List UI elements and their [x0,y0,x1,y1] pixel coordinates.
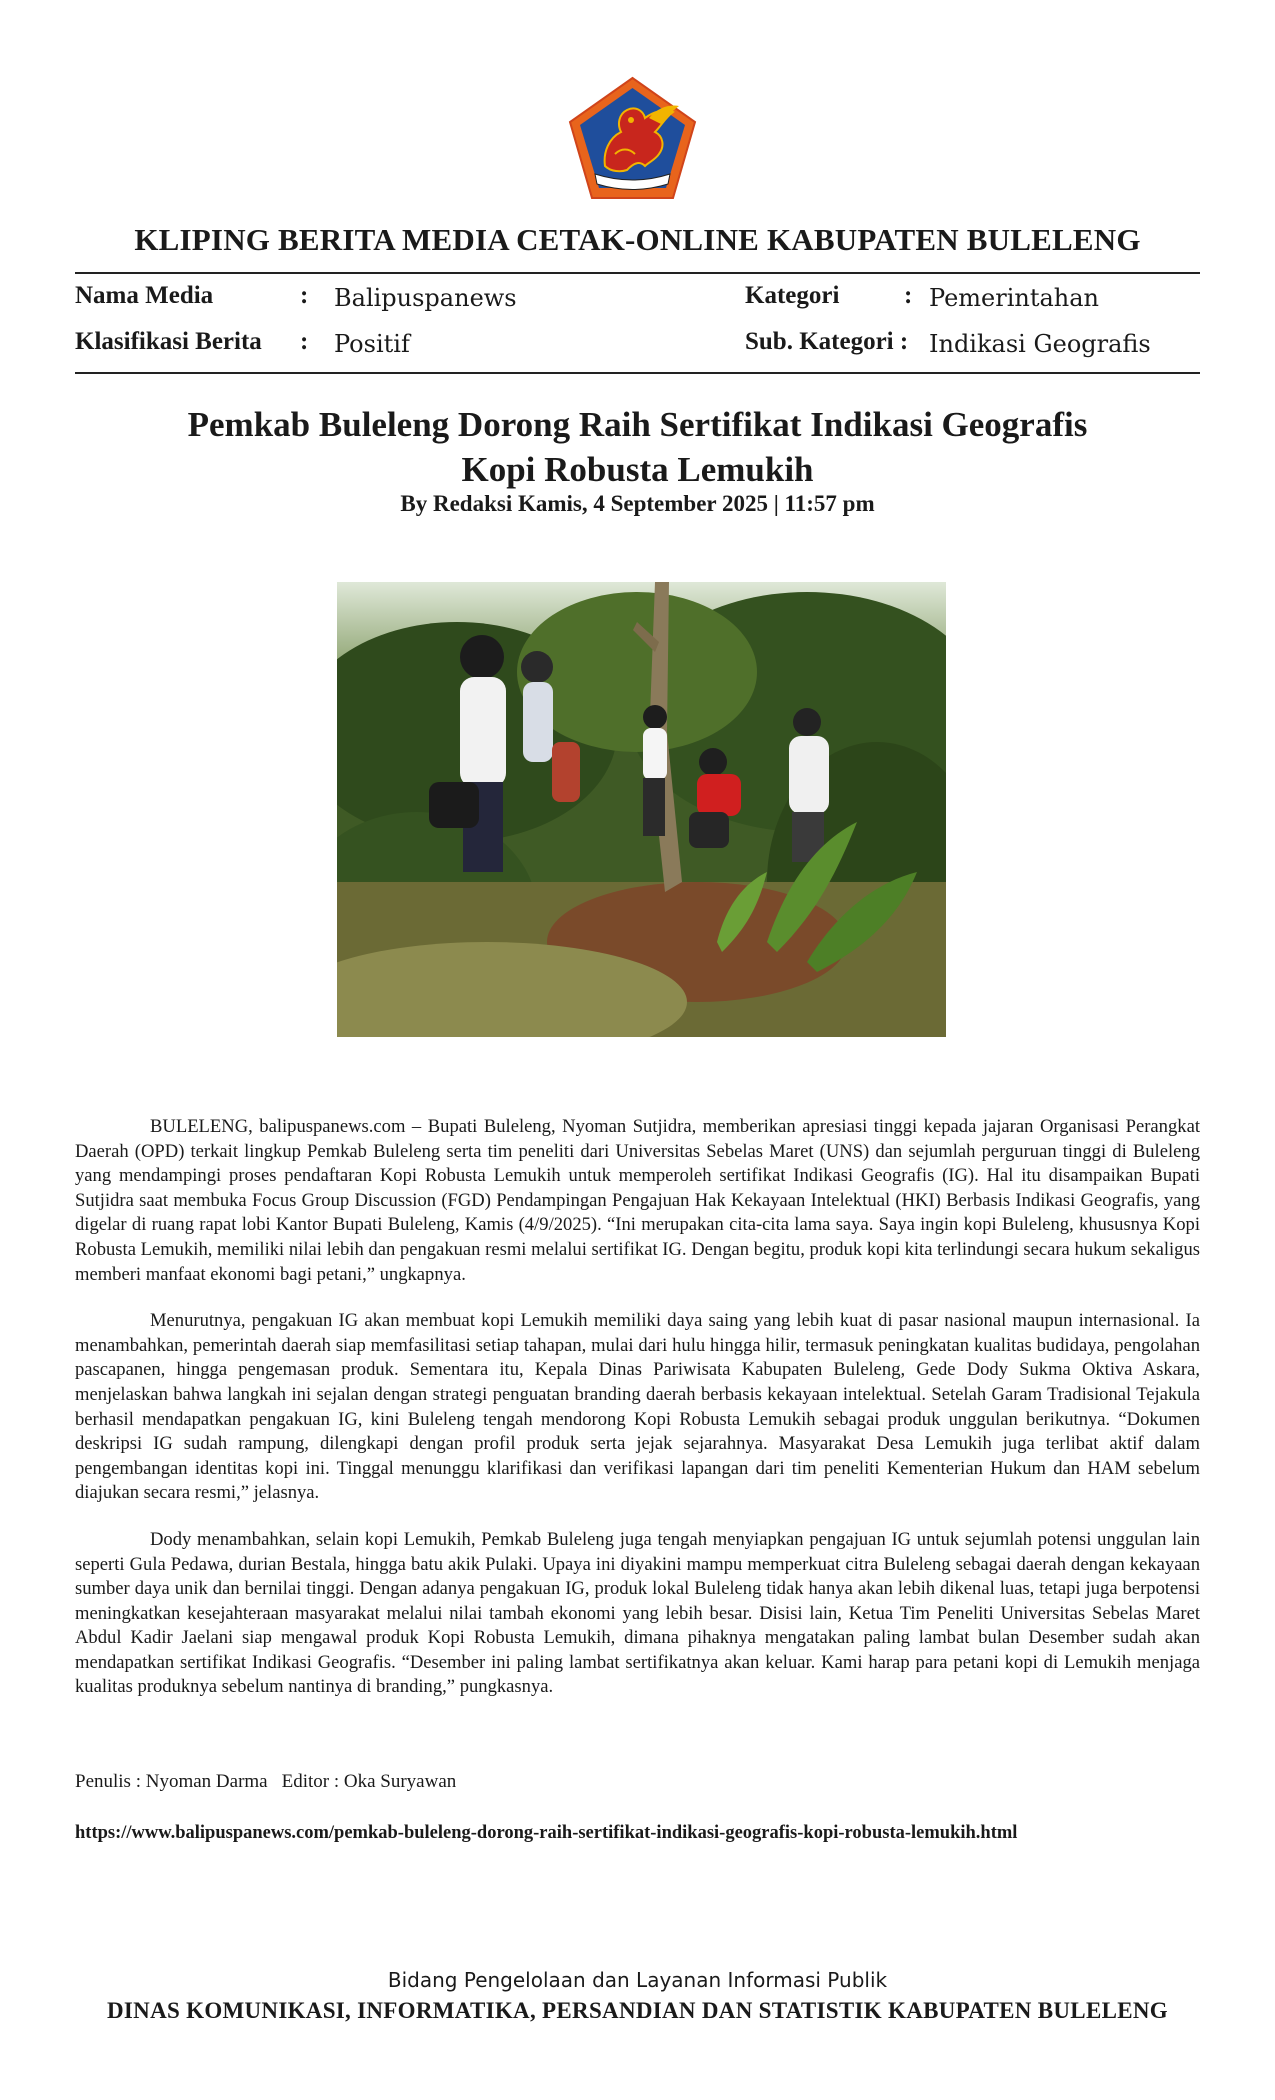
article-photo [337,582,946,1037]
footer-agency: DINAS KOMUNIKASI, INFORMATIKA, PERSANDIAN DAN STATISTIK KABUPATEN BULELENG [107,1998,1168,2023]
article-paragraph-3: Dody menambahkan, selain kopi Lemukih, Pemkab Buleleng juga tengah menyiapkan pengajuan IG untuk sejumlah potensi unggulan lain seperti Gula Pedawa, durian Bestala, hingga batu akik Pulaki. Upaya ini diyakini mampu memperkuat citra Buleleng sebagai daerah dengan kekayaan sumber daya unik dan bernilai tinggi. Dengan adanya pengakuan IG, produk lokal Buleleng tidak hanya akan lebih dikenal luas, tetapi juga berpotensi meningkatkan kesejahteraan masyarakat melalui nilai tambah ekonomi yang lebih besar. Disisi lain, Ketua Tim Peneliti Universitas Sebelas Maret Abdul Kadir Jaelani siap mengawal produk Kopi Robusta Lemukih, dimana pihaknya mengatakan paling lambat bulan Desember sudah akan mendapatkan sertifikat Indikasi Geografis. “Desember ini paling lambat sertifikatnya akan keluar. Kami harap para petani kopi di Lemukih menjaga kualitas produknya sebelum nantinya di branding,” pungkasnya. [75,1528,1200,1698]
klasifikasi-value: Positif [334,330,410,358]
subkategori-value: Indikasi Geografis [929,330,1151,358]
article-byline: By Redaksi Kamis, 4 September 2025 | 11:57 pm [400,491,875,516]
article-paragraph-1: BULELENG, balipuspanews.com – Bupati Buleleng, Nyoman Sutjidra, memberikan apresiasi tinggi kepada jajaran Organisasi Perangkat Daerah (OPD) terkait lingkup Pemkab Buleleng serta tim peneliti dari Universitas Sebelas Maret (UNS) dan sejumlah perguruan tinggi di Buleleng yang mendampingi proses pendaftaran Kopi Robusta Lemukih untuk memperoleh sertifikat Indikasi Geografis (IG). Hal itu disampaikan Bupati Sutjidra saat membuka Focus Group Discussion (FGD) Pendampingan Pengajuan Hak Kekayaan Intelektual (HKI) Berbasis Indikasi Geografis, yang digelar di ruang rapat lobi Kantor Bupati Buleleng, Kamis (4/9/2025). “Ini merupakan cita-cita lama saya. Saya ingin kopi Buleleng, khususnya Kopi Robusta Lemukih, memiliki nilai lebih dan pengakuan resmi melalui sertifikat IG. Dengan begitu, produk kopi kita terlindungi secara hukum sekaligus memberi manfaat ekonomi bagi petani,” ungkapnya. [75,1116,1200,1285]
klasifikasi-label: Klasifikasi Berita [75,328,262,355]
article-title [75,402,1200,492]
media-colon: : [300,282,309,309]
buleleng-emblem-logo [565,74,700,202]
source-url-link[interactable]: https://www.balipuspanews.com/pemkab-buleleng-dorong-raih-sertifikat-indikasi-geografis-kopi-robusta-lemukih.html [75,1823,1018,1843]
kategori-colon: : [904,282,913,309]
header-divider-top [75,272,1200,274]
clipping-header-title: KLIPING BERITA MEDIA CETAK-ONLINE KABUPATEN BULELENG [134,222,1141,257]
subkategori-label: Sub. Kategori : [745,328,909,355]
kategori-value: Pemerintahan [929,284,1100,312]
article-paragraph-2: Menurutnya, pengakuan IG akan membuat kopi Lemukih memiliki daya saing yang lebih kuat di pasar nasional maupun internasional. Ia menambahkan, pemerintah daerah siap memfasilitasi setiap tahapan, mulai dari hulu hingga hilir, termasuk peningkatan kualitas budidaya, pengolahan pascapanen, hingga pengemasan produk. Sementara itu, Kepala Dinas Pariwisata Kabupaten Buleleng, Gede Dody Sukma Oktiva Askara, menjelaskan bahwa langkah ini sejalan dengan strategi penguatan branding daerah berbasis kekayaan intelektual. Setelah Garam Tradisional Tejakula berhasil mendapatkan pengakuan IG, kini Buleleng tengah mendorong Kopi Robusta Lemukih sebagai produk unggulan berikutnya. “Dokumen deskripsi IG sudah rampung, dilengkapi dengan profil produk serta jejak sejarahnya. Masyarakat Desa Lemukih juga terlibat aktif dalam pengembangan identitas kopi ini. Tinggal menunggu klarifikasi dan verifikasi lapangan dari tim peneliti Kementerian Hukum dan HAM sebelum diajukan secara resmi,” jelasnya. [75,1310,1200,1504]
emblem-icon [565,74,700,202]
header-divider-bottom [75,372,1200,374]
editor-credit: Editor : Oka Suryawan [281,1771,457,1792]
article-body [75,1115,1200,1722]
article-title-line-2: Kopi Robusta Lemukih [461,450,814,489]
media-label: Nama Media [75,282,214,309]
media-value: Balipuspanews [334,284,517,312]
klasifikasi-colon: : [300,328,309,355]
footer-department: Bidang Pengelolaan dan Layanan Informasi Publik [387,1968,888,1992]
article-credits [75,1771,456,1793]
kategori-label: Kategori [745,282,840,309]
article-title-line-1: Pemkab Buleleng Dorong Raih Sertifikat Indikasi Geografis [187,405,1088,444]
coffee-garden-photo-icon [337,582,946,1037]
penulis-credit: Penulis : Nyoman Darma [75,1771,268,1792]
